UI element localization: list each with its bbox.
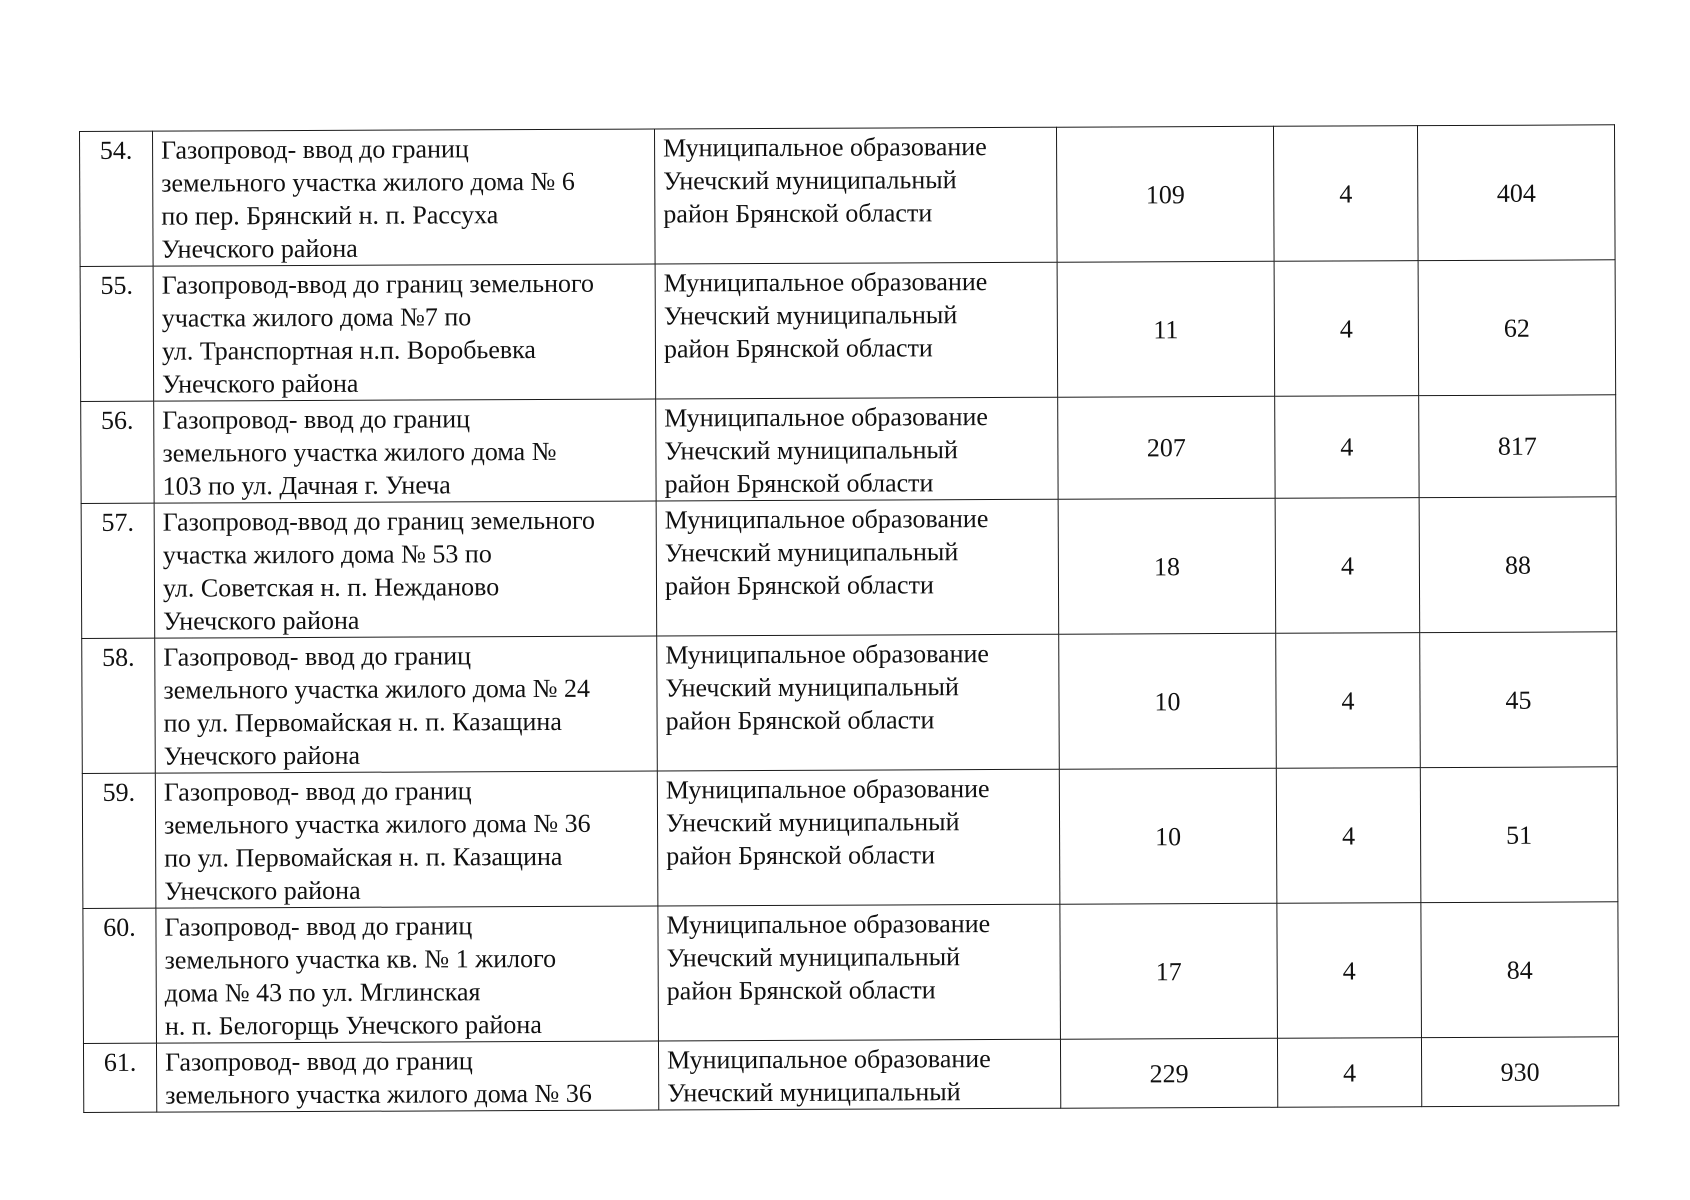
value-cell: 62: [1418, 260, 1616, 396]
row-number-cell: 56.: [81, 401, 154, 503]
category-cell: 4: [1274, 261, 1419, 397]
category-cell: 4: [1276, 633, 1421, 769]
object-name-line: Газопровод- ввод до границ: [165, 1046, 473, 1077]
object-name-cell: [155, 771, 658, 908]
owner-line: Унечский муниципальный: [665, 807, 960, 838]
owner-line: Унечский муниципальный: [667, 1077, 961, 1108]
owner-line: Унечский муниципальный: [663, 300, 958, 331]
object-name-line: ул. Советская н. п. Нежданово: [162, 572, 500, 603]
object-name-line: по ул. Первомайская н. п. Казащина: [163, 706, 562, 738]
row-number-cell: 61.: [83, 1043, 156, 1112]
pipeline-registry-table: [79, 124, 1619, 1113]
object-name-line: Газопровод-ввод до границ земельного: [161, 268, 595, 300]
table-row: [81, 395, 1616, 504]
owner-line: Муниципальное образование: [666, 909, 991, 940]
table-row: [80, 260, 1616, 402]
object-name-line: Газопровод-ввод до границ земельного: [162, 505, 596, 537]
value-cell: 45: [1420, 632, 1618, 768]
object-name-line: земельного участка жилого дома № 36: [163, 808, 591, 840]
object-name-line: земельного участка кв. № 1 жилого: [164, 943, 557, 975]
table-row: [83, 902, 1619, 1044]
length-cell: 109: [1056, 126, 1274, 262]
category-cell: 4: [1275, 396, 1419, 499]
owner-line: район Брянской области: [666, 840, 936, 871]
owner-cell: [654, 127, 1057, 264]
object-name-cell: [154, 399, 656, 503]
length-cell: 17: [1060, 903, 1278, 1039]
owner-cell: [655, 262, 1058, 399]
owner-line: район Брянской области: [663, 333, 933, 364]
object-name-line: Унечского района: [162, 368, 359, 399]
row-number-cell: 54.: [80, 131, 154, 266]
owner-cell: [658, 1039, 1060, 1110]
object-name-line: по ул. Первомайская н. п. Казащина: [164, 841, 563, 873]
value-cell: 84: [1421, 902, 1619, 1038]
object-name-line: земельного участка жилого дома № 36: [165, 1078, 592, 1110]
object-name-line: Унечского района: [164, 875, 361, 906]
owner-line: Унечский муниципальный: [663, 165, 957, 196]
length-cell: 10: [1059, 633, 1277, 769]
owner-line: Муниципальное образование: [663, 132, 987, 163]
category-cell: 4: [1277, 1038, 1421, 1108]
category-cell: 4: [1275, 498, 1420, 634]
length-cell: 11: [1057, 261, 1275, 397]
length-cell: 10: [1059, 768, 1277, 904]
table-row: [81, 497, 1617, 639]
object-name-line: Газопровод- ввод до границ: [164, 911, 473, 942]
object-name-line: ул. Транспортная н.п. Воробьевка: [161, 335, 536, 366]
object-name-line: Унечского района: [161, 233, 358, 264]
object-name-line: н. п. Белогорщь Унечского района: [164, 1009, 542, 1041]
length-cell: 207: [1058, 396, 1275, 499]
owner-cell: [656, 499, 1059, 636]
row-number-cell: 58.: [82, 638, 156, 773]
value-cell: 51: [1420, 767, 1618, 903]
value-cell: 817: [1419, 395, 1616, 498]
object-name-line: участка жилого дома № 53 по: [162, 539, 492, 570]
value-cell: 88: [1419, 497, 1617, 633]
owner-line: район Брянской области: [665, 705, 935, 736]
owner-line: район Брянской области: [664, 468, 934, 499]
value-cell: 930: [1421, 1037, 1618, 1107]
object-name-line: Газопровод- ввод до границ: [161, 134, 469, 165]
owner-line: Муниципальное образование: [664, 504, 989, 535]
owner-line: район Брянской области: [666, 975, 936, 1006]
owner-line: район Брянской области: [664, 570, 934, 601]
object-name-cell: [156, 906, 659, 1043]
owner-line: Муниципальное образование: [665, 639, 990, 670]
owner-cell: [658, 904, 1061, 1041]
row-number-cell: 60.: [83, 908, 157, 1043]
length-cell: 18: [1058, 498, 1276, 634]
object-name-line: участка жилого дома №7 по: [161, 302, 472, 333]
object-name-line: 103 по ул. Дачная г. Унеча: [162, 470, 451, 501]
table-row: [82, 767, 1618, 909]
category-cell: 4: [1276, 768, 1421, 904]
table-row: [83, 1037, 1618, 1113]
category-cell: 4: [1273, 126, 1418, 262]
length-cell: 229: [1060, 1038, 1277, 1108]
owner-line: Муниципальное образование: [666, 1044, 991, 1075]
object-name-line: Газопровод- ввод до границ: [163, 641, 472, 672]
owner-line: Унечский муниципальный: [666, 942, 961, 973]
owner-line: Унечский муниципальный: [665, 672, 959, 703]
owner-line: Унечский муниципальный: [664, 537, 959, 568]
object-name-line: по пер. Брянский н. п. Рассуха: [161, 200, 499, 231]
owner-cell: [657, 769, 1060, 906]
owner-line: Муниципальное образование: [664, 402, 988, 433]
object-name-line: дома № 43 по ул. Мглинская: [164, 977, 481, 1008]
row-number-cell: 59.: [82, 773, 156, 908]
owner-line: район Брянской области: [663, 198, 933, 229]
object-name-line: Газопровод- ввод до границ: [163, 776, 472, 807]
object-name-line: земельного участка жилого дома № 24: [163, 673, 591, 705]
row-number-cell: 55.: [80, 266, 154, 401]
owner-cell: [656, 397, 1058, 501]
object-name-line: Унечского района: [163, 605, 360, 636]
object-name-cell: [153, 264, 656, 401]
value-cell: 404: [1417, 125, 1615, 261]
object-name-cell: [154, 501, 657, 638]
object-name-line: земельного участка жилого дома № 6: [161, 166, 575, 198]
object-name-line: земельного участка жилого дома №: [162, 436, 557, 468]
owner-line: Унечский муниципальный: [664, 435, 958, 466]
object-name-line: Газопровод- ввод до границ: [162, 404, 471, 435]
table-row: [82, 632, 1618, 774]
category-cell: 4: [1277, 903, 1422, 1039]
owner-line: Муниципальное образование: [665, 774, 990, 805]
owner-cell: [657, 634, 1060, 771]
table-body: [80, 125, 1619, 1113]
object-name-cell: [156, 1041, 658, 1112]
owner-line: Муниципальное образование: [663, 267, 988, 298]
object-name-cell: [153, 129, 656, 266]
object-name-line: Унечского района: [163, 740, 361, 771]
object-name-cell: [155, 636, 658, 773]
row-number-cell: 57.: [81, 503, 155, 638]
table-row: [80, 125, 1616, 267]
